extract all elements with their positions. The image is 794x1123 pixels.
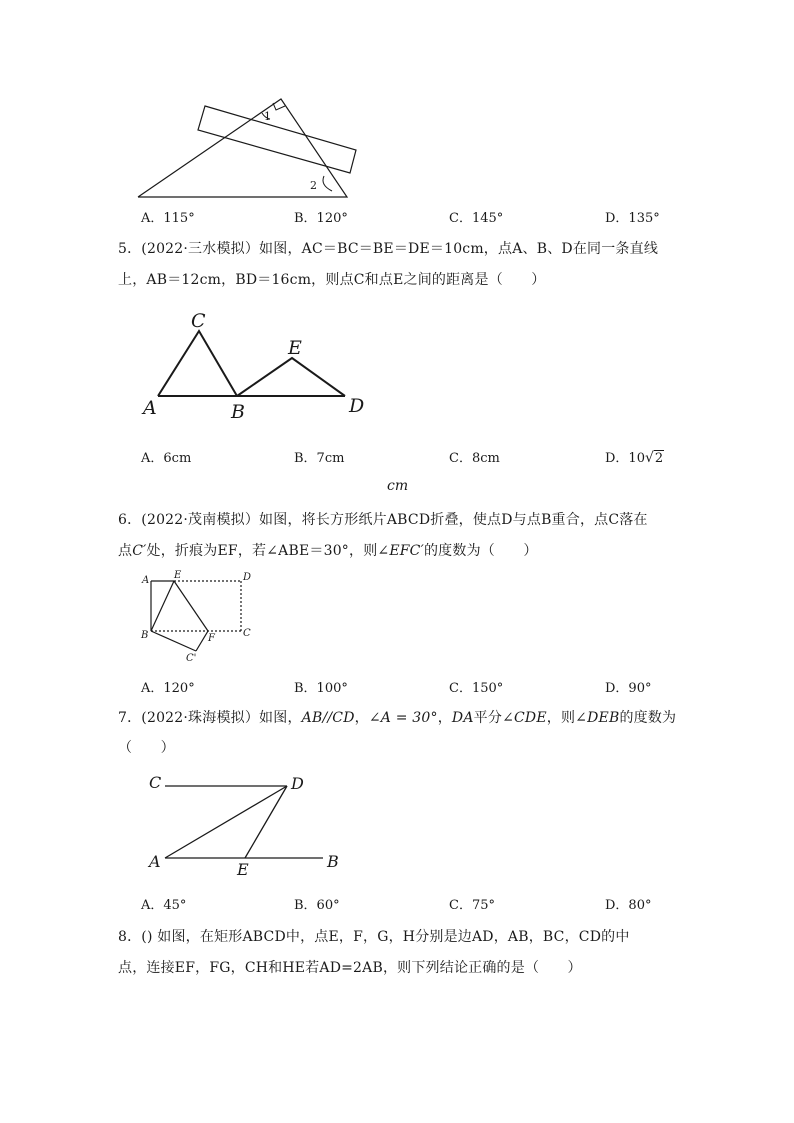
q7-stem-line-2: （ ） [118,740,175,756]
q6-option-d[interactable]: D．90° [605,681,652,696]
q7-stem-text: ，则 [546,710,576,726]
q6-stem-text: 点 [118,543,133,559]
q6-option-a[interactable]: A．120° [141,681,195,696]
q7-label-a: A [149,852,161,871]
q6-label-c-prime: C' [186,653,197,664]
q6-stem-math: ∠EFC′ [377,543,424,559]
q7-stem-math: ∠A = 30° [368,710,438,726]
q6-stem-text: 处，折痕为EF，若∠ABE＝30°，则 [146,543,378,559]
q6-label-d: D [243,572,252,583]
q5-stem-line-1: 5．(2022·三水模拟）如图，AC＝BC＝BE＝DE＝10cm，点A、B、D在同一条直线 [118,241,659,257]
q4-option-a[interactable]: A．115° [141,211,195,226]
q4-option-b[interactable]: B．120° [294,211,348,226]
q7-stem-math: ∠DEB [575,710,620,726]
q7-label-b: B [327,852,339,871]
q7-stem-text: ， [437,710,452,726]
q4-option-d[interactable]: D．135° [605,211,660,226]
q6-label-a: A [142,575,150,586]
q6-label-f: F [208,633,215,644]
q5-option-a[interactable]: A．6cm [141,451,192,466]
q6-stem-text: 的度数为（ ） [423,543,538,559]
q7-option-a[interactable]: A．45° [141,898,187,913]
q6-stem-math: C′ [132,543,147,559]
q7-line-de [245,786,287,858]
q4-label-1: 1 [264,110,271,123]
q5-option-d-unit: cm [387,478,409,494]
q5-label-d: D [349,395,365,417]
q4-label-2: 2 [310,179,317,192]
sqrt-icon: √ [644,450,654,466]
q5-option-b[interactable]: B．7cm [294,451,345,466]
q7-stem-math: ∠CDE [502,710,547,726]
q7-option-c[interactable]: C．75° [449,898,495,913]
q7-option-b[interactable]: B．60° [294,898,340,913]
q7-stem-text: 7．(2022·珠海模拟）如图， [118,710,302,726]
q6-stem-line-1: 6．(2022·茂南模拟）如图，将长方形纸片ABCD折叠，使点D与点B重合，点C落在 [118,512,648,528]
q6-label-e: E [174,570,182,581]
q7-label-d: D [291,774,304,793]
q7-label-c: C [149,773,162,792]
q7-line-ad [165,786,287,858]
q7-label-e: E [237,860,249,879]
q7-option-d[interactable]: D．80° [605,898,652,913]
q5-option-d-radicand: 2 [654,451,664,466]
q7-stem-text: ， [354,710,369,726]
q5-label-c: C [191,310,206,332]
q4-option-c[interactable]: C．145° [449,211,504,226]
q6-option-b[interactable]: B．100° [294,681,348,696]
q7-stem-text: 平分 [473,710,503,726]
q6-label-c: C [243,628,251,639]
q5-option-d-prefix: D．10 [605,451,645,466]
q5-label-b: B [231,401,245,423]
q5-label-a: A [143,397,157,419]
q5-option-c[interactable]: C．8cm [449,451,500,466]
q8-stem-line-1: 8．() 如图，在矩形ABCD中，点E，F，G，H分别是边AD，AB，BC，CD的中 [118,929,630,945]
q6-label-b: B [141,630,149,641]
q7-stem-text: 的度数为 [619,710,677,726]
q8-stem-line-2: 点，连接EF，FG，CH和HE若AD=2AB，则下列结论正确的是（ ） [118,960,582,976]
q7-stem-math: DA [451,710,474,726]
q5-stem-line-2: 上，AB＝12cm，BD＝16cm，则点C和点E之间的距离是（ ） [118,272,546,288]
q7-stem-math: AB//CD [301,710,355,726]
q6-option-c[interactable]: C．150° [449,681,504,696]
q5-label-e: E [288,337,302,359]
